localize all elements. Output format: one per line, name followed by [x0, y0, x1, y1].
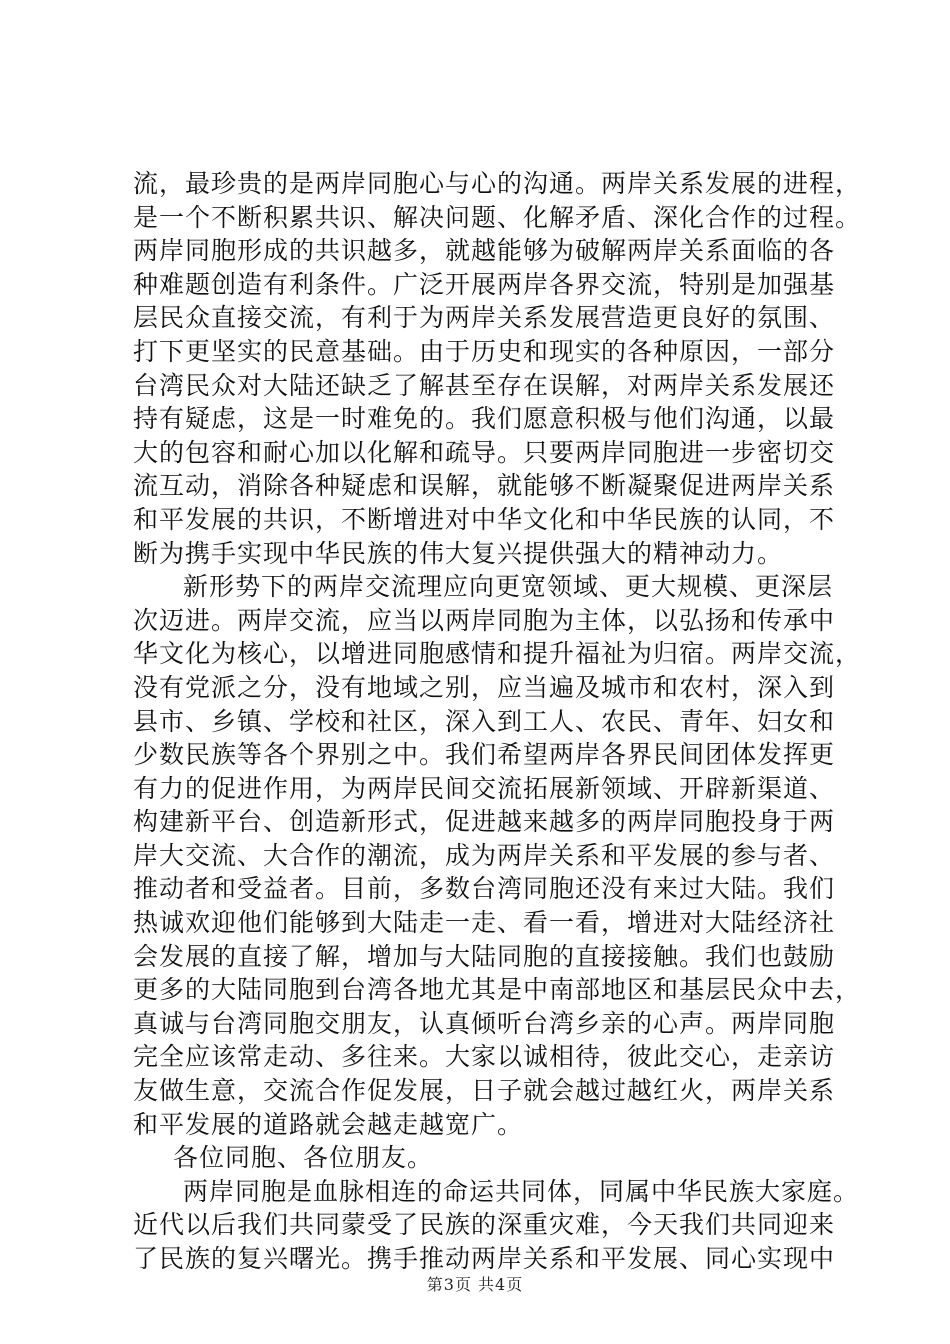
text-line: 台湾民众对大陆还缺乏了解甚至存在误解，对两岸关系发展还	[133, 370, 836, 400]
text-line: 真诚与台湾同胞交朋友，认真倾听台湾乡亲的心声。两岸同胞	[133, 1008, 836, 1038]
text-line: 流互动，消除各种疑虑和误解，就能够不断凝聚促进两岸关系	[133, 471, 836, 501]
text-line: 华文化为核心，以增进同胞感情和提升福祉为归宿。两岸交流，	[133, 639, 862, 669]
text-line: 更多的大陆同胞到台湾各地尤其是中南部地区和基层民众中去，	[133, 975, 862, 1005]
text-line: 近代以后我们共同蒙受了民族的深重灾难，今天我们共同迎来	[133, 1210, 836, 1240]
text-line: 大的包容和耐心加以化解和疏导。只要两岸同胞进一步密切交	[133, 437, 836, 467]
text-line: 岸大交流、大合作的潮流，成为两岸关系和平发展的参与者、	[133, 840, 836, 870]
text-line: 断为携手实现中华民族的伟大复兴提供强大的精神动力。	[133, 538, 784, 568]
paragraph-start-line: 两岸同胞是血脉相连的命运共同体，同属中华民族大家庭。	[183, 1176, 860, 1206]
text-line: 流，最珍贵的是两岸同胞心与心的沟通。两岸关系发展的进程，	[133, 169, 862, 198]
text-line: 少数民族等各个界别之中。我们希望两岸各界民间团体发挥更	[133, 740, 836, 770]
text-line: 是一个不断积累共识、解决问题、化解矛盾、深化合作的过程。	[133, 202, 862, 232]
text-line: 完全应该常走动、多往来。大家以诚相待，彼此交心，走亲访	[133, 1042, 836, 1072]
text-line: 推动者和受益者。目前，多数台湾同胞还没有来过大陆。我们	[133, 874, 836, 904]
text-line: 构建新平台、创造新形式，促进越来越多的两岸同胞投身于两	[133, 807, 836, 837]
text-line: 持有疑虑，这是一时难免的。我们愿意积极与他们沟通，以最	[133, 404, 836, 434]
text-line: 县市、乡镇、学校和社区，深入到工人、农民、青年、妇女和	[133, 706, 836, 736]
text-line: 没有党派之分，没有地域之别，应当遍及城市和农村，深入到	[133, 672, 836, 702]
text-line: 热诚欢迎他们能够到大陆走一走、看一看，增进对大陆经济社	[133, 908, 836, 938]
text-line: 和平发展的共识，不断增进对中华文化和中华民族的认同，不	[133, 504, 836, 534]
paragraph-start-line: 新形势下的两岸交流理应向更宽领域、更大规模、更深层	[183, 572, 834, 602]
body-text	[133, 167, 862, 1276]
text-line: 打下更坚实的民意基础。由于历史和现实的各种原因，一部分	[133, 336, 836, 366]
salutation-line: 各位同胞、各位朋友。	[173, 1143, 434, 1173]
text-line: 种难题创造有利条件。广泛开展两岸各界交流，特别是加强基	[133, 269, 836, 299]
page-number-footer: 第3页 共4页	[426, 1275, 524, 1294]
text-line: 和平发展的道路就会越走越宽广。	[133, 1109, 524, 1139]
text-line: 友做生意，交流合作促发展，日子就会越过越红火，两岸关系	[133, 1076, 836, 1106]
text-line: 两岸同胞形成的共识越多，就越能够为破解两岸关系面临的各	[133, 236, 836, 266]
text-line: 有力的促进作用，为两岸民间交流拓展新领域、开辟新渠道、	[133, 773, 836, 803]
text-line: 会发展的直接了解，增加与大陆同胞的直接接触。我们也鼓励	[133, 941, 836, 971]
text-line: 次迈进。两岸交流，应当以两岸同胞为主体，以弘扬和传承中	[133, 605, 836, 635]
text-line: 层民众直接交流，有利于为两岸关系发展营造更良好的氛围、	[133, 303, 836, 333]
text-line: 了民族的复兴曙光。携手推动两岸关系和平发展、同心实现中	[133, 1244, 836, 1273]
